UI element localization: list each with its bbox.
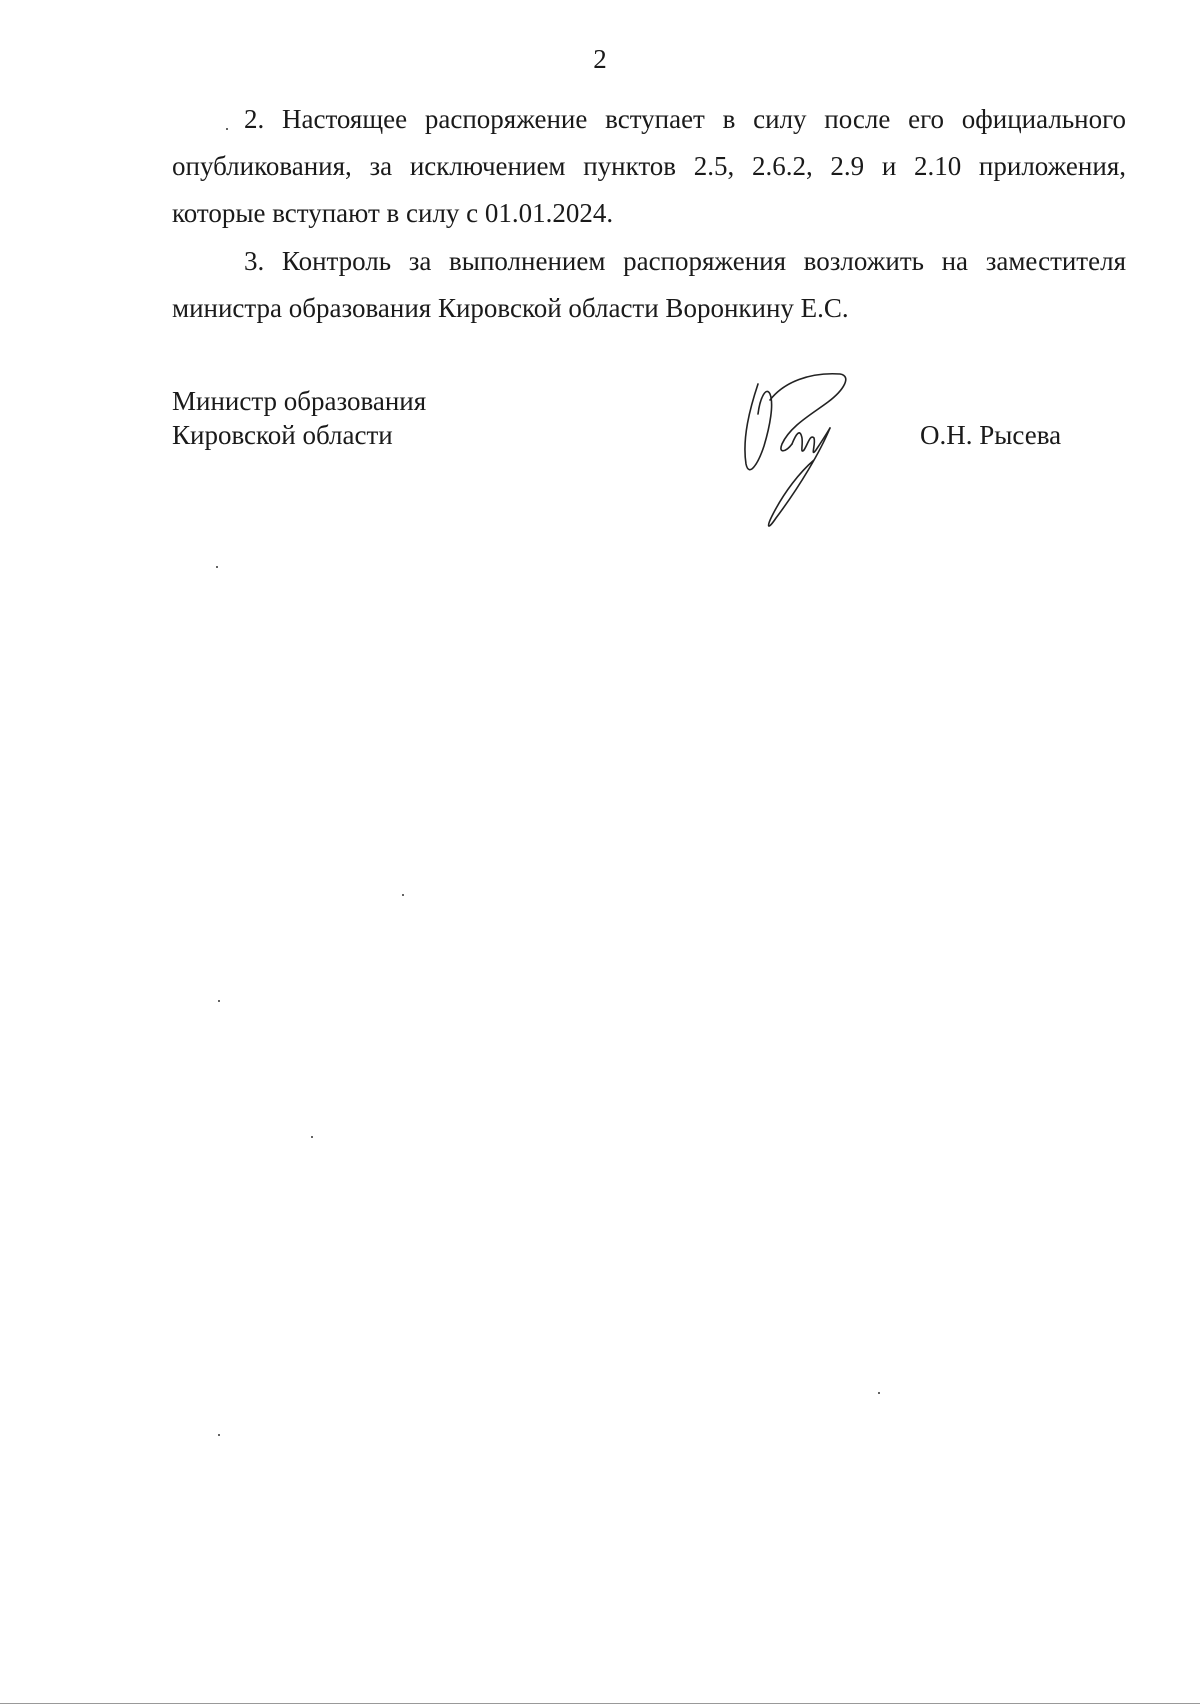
scan-speck: [878, 1392, 880, 1394]
scan-speck: [226, 128, 228, 130]
scan-edge-line: [0, 1703, 1200, 1704]
scan-speck: [218, 1000, 220, 1002]
handwritten-signature: [740, 368, 860, 538]
scan-speck: [402, 894, 404, 896]
signatory-position-line-1: Министр образования: [172, 386, 427, 416]
signatory-position: [172, 384, 426, 452]
paragraph-effective-date: 2. Настоящее распоряжение вступает в силу после его официального опубликования, за исключением пунктов 2.5, 2.6.2, 2.9 и 2.10 приложения, которые вступают в силу с 01.01.2024.: [172, 104, 1126, 228]
page-number: 2: [593, 44, 607, 74]
paragraph-control: 3. Контроль за выполнением распоряжения возложить на заместителя министра образования Кировской области Воронкину Е.С.: [172, 246, 1126, 323]
scan-speck: [216, 566, 218, 568]
signatory-position-line-2: Кировской области: [172, 420, 393, 450]
signatory-name: О.Н. Рысева: [920, 420, 1062, 450]
scan-speck: [218, 1434, 220, 1436]
scan-speck: [311, 1136, 313, 1138]
